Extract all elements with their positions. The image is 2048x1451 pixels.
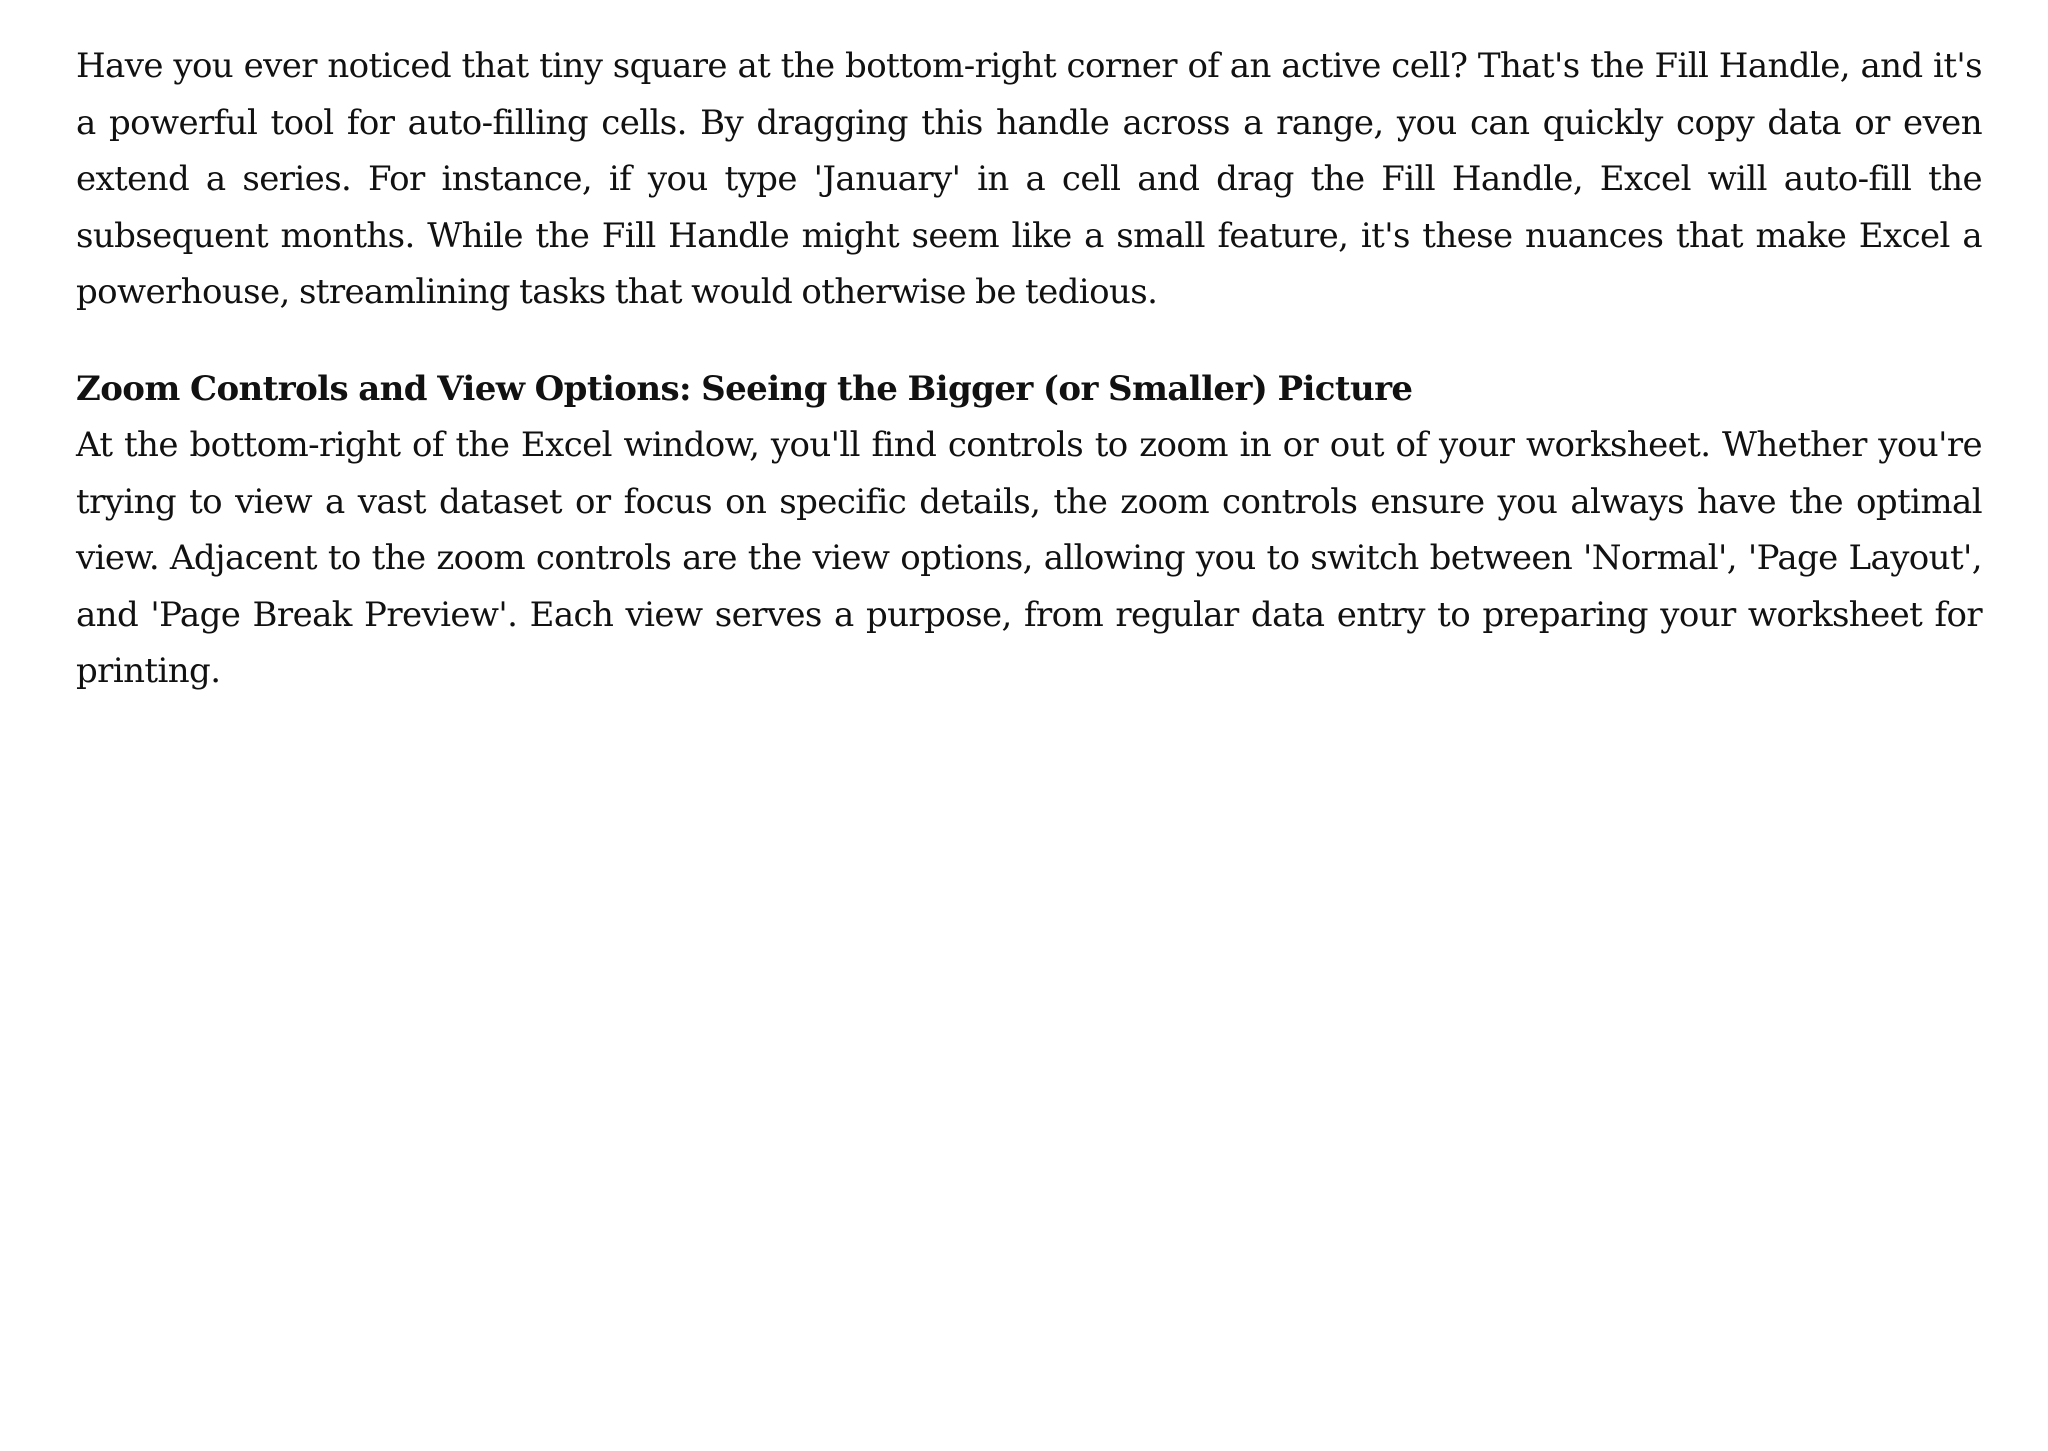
section-heading: Zoom Controls and View Options: Seeing the Bigger (or Smaller) Picture [76, 368, 1413, 409]
fill-handle-paragraph: Have you ever noticed that tiny square at the bottom-right corner of an active cell? That's the Fill Handle, and it's a powerful tool for auto-filling cells. By dragging this handle across a range, you can quickly copy data or even extend a series. For instance, if you type 'January' in a cell and drag the Fill Handle, Excel will auto-fill the subsequent months. While the Fill Handle might seem like a small feature, it's these nuances that make Excel a powerhouse, streamlining tasks that would otherwise be tedious. [76, 46, 1982, 312]
document-page [76, 38, 1982, 700]
zoom-controls-paragraph: At the bottom-right of the Excel window, you'll find controls to zoom in or out of your worksheet. Whether you're trying to view a vast dataset or focus on specific details, the zoom controls ensure you always have the optimal view. Adjacent to the zoom controls are the view options, allowing you to switch between 'Normal', 'Page Layout', and 'Page Break Preview'. Each view serves a purpose, from regular data entry to preparing your worksheet for printing. [76, 425, 1982, 691]
zoom-controls-section [76, 361, 1982, 700]
